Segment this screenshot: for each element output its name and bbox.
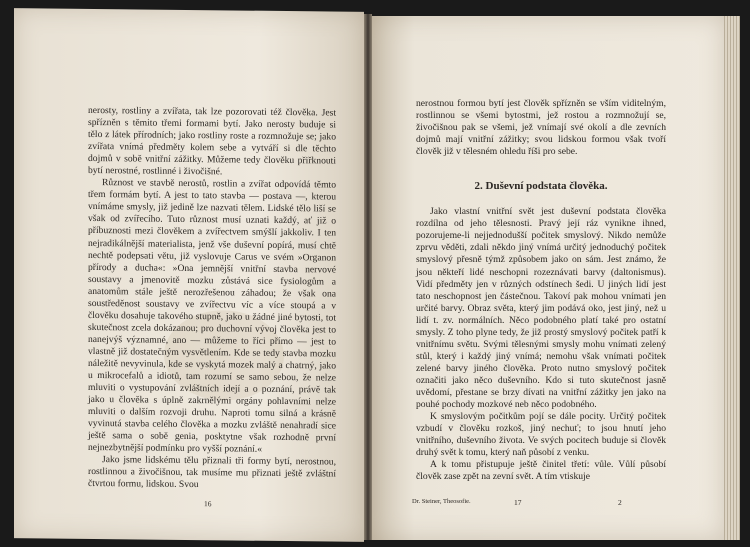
- page-edges: [724, 16, 740, 540]
- paragraph: nerosty, rostliny a zvířata, tak lze pozorovati též člověka. Jest spřízněn s těmito třemi formami bytí. Jako nerosty buduje si tělo z látek přírodních; jako rostliny roste a rozmnožuje se; jako zvířata vnímá předměty kolem sebe a vytváří si dle těchto dojmů v sobě vnitřní zážitky. Můžeme tedy člověku přiřknouti bytí nerostné, rostlinné i živočišné.: [88, 104, 336, 178]
- paragraph: A k tomu přistupuje ještě činitel třetí: vůle. Vůlí působí člověk zase zpět na zevní svět. A tím vtiskuje: [416, 459, 666, 483]
- right-page-text: [416, 98, 666, 483]
- paragraph: K smyslovým počitkům pojí se dále pocity. Určitý počitek vzbudí v člověku rozkoš, jiný nechuť; to jsou hnutí jeho vnitřního, duševního života. Ve svých pocitech buduje si člověk druhý svět k tomu, který naň působí z venku.: [416, 411, 666, 459]
- paragraph: nerostnou formou bytí jest člověk spřízněn se vším viditelným, rostlinnou se všemi bytostmi, jež rostou a rozmnožují se, živočišnou pak se všemi, jež vnímají své okolí a dle zevních dojmů mají vnitřní zážitky; svou lidskou formou však tvoří člověk již v tělesném ohledu říši pro sebe.: [416, 98, 666, 158]
- paragraph: Jako jsme lidskému tělu přiznali tři formy bytí, nerostnou, rostlinnou a živočišnou, tak musíme mu přiznati ještě zvláštní čtvrtou formu, lidskou. Svou: [88, 454, 336, 491]
- signature-line: Dr. Steiner, Theosofie.: [412, 498, 471, 505]
- chapter-heading: 2. Duševní podstata člověka.: [474, 180, 608, 193]
- left-page-text: [88, 105, 336, 493]
- page-number: 17: [514, 498, 522, 507]
- page-number: 16: [204, 499, 212, 509]
- sheet-mark: 2: [618, 498, 622, 507]
- paragraph: Různost ve stavbě nerostů, rostlin a zvířat odpovídá těmto třem formám bytí. A jest to tato stavba — postava —, kterou vnímáme smysly, již jedině lze nazvati tělem. Lidské tělo liší se však od zvířecího. Tuto různost musí uznati každý, ať již o příbuznosti mezi člověkem a zvířectvem smýšlí jakkoliv. I ten nejradikálnější materialista, jenž vše duševní popírá, musí chtě nechtě podepsati větu, již vyslovuje Carus ve svém »Organon přírody a ducha«: »Ona jemnější vnitřní stavba nervové soustavy a jmenovitě mozku zůstává sice fysiologům a anatomům stále ještě nerozřešenou záhadou; že však ona soustředěnost soustavy ve zvířectvu víc a více stoupá a v člověku dosahuje takového stupně, jako u žádné jiné bytosti, tot skutečnost zcela dokázanou; pro duchovní vývoj člověka jest to nanejvýš významné, ano — můžeme to říci přímo — jest to vlastně již dostatečným vysvětlením. Kde se tedy stavba mozku náležitě nevyvinula, kde se vyskytá mozek malý a chatrný, jako u mikrocefalů a idiotů, tam rozumí se samo sebou, že nelze mluviti o vystupování zvláštních idejí a o poznání, právě tak jako u člověka s úplně zakrnělými orgány pohlavními nelze mluviti o dalším rozvoji druhu. Naproti tomu silná a krásně vyvinutá stavba celého člověka a mozku zvláště nenahradí sice ještě sama o sobě genia, posktytne však rozhodně první nejnezbytnější podmínku pro vyšší poznání.«: [88, 177, 336, 456]
- right-page: [372, 16, 724, 540]
- left-page: [14, 8, 364, 542]
- paragraph: Jako vlastní vnitřní svět jest duševní podstata člověka rozdílna od jeho tělesnosti. Pravý její ráz vynikne ihned, pozorujeme-li nejjednodušší počitek smyslový. Nikdo nemůže zprvu věděti, zdali někdo jiný vnímá určitý jednoduchý počitek smyslový přesně týmž způsobem jako on sám. Jest známo, že jsou někteří lidé neschopni rozeznávati barvy (daltonismus). Vidí předměty jen v různých odstínech šedi. U jiných lidí jest tato neschopnost jen částečnou. Takoví pak mohou vnímati jen určité barvy. Obraz světa, který jim podává oko, jest jiný, než u lidí t. zv. normálních. Něco podobného platí také pro ostatní smysly. Z toho plyne tedy, že již prostý smyslový počitek patří k vnitřnímu světu. Svými tělesnými smysly mohu vnímati zelený stůl, který i každý jiný vnímá; nemohu však vnímati počitek zelené barvy jiného člověka. Proto nutno smyslový počitek označiti jako něco duševního. Kdo si tuto skutečnost jasně uvědomí, přestane se brzy dívati na vnitřní zážitky jen jako na pouhé pochody mozkové neb něco podobného.: [416, 206, 666, 411]
- book-gutter: [364, 14, 372, 540]
